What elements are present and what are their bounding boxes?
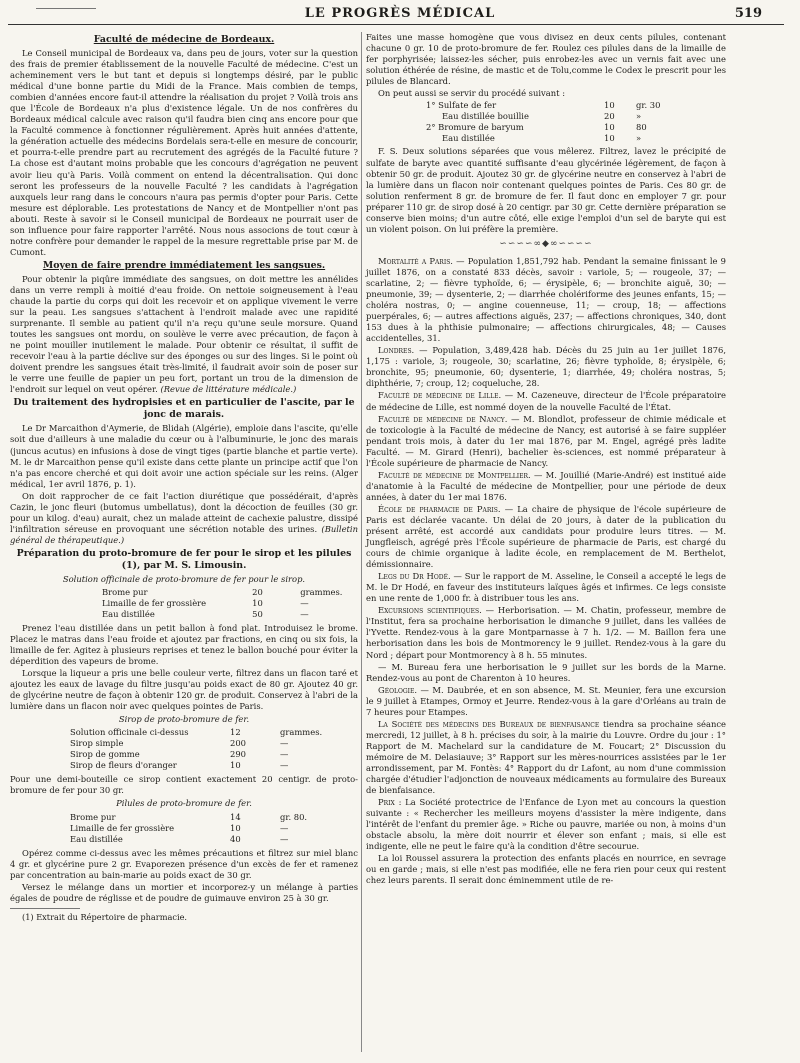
recipe-row [10, 834, 358, 845]
news-text: — M. Cazeneuve, directeur de l'École préparatoire de médecine de Lille, est nommé doyen de la nouvelle Faculté de l'État. [366, 390, 726, 412]
ingredient-name: Eau distillée [70, 833, 123, 844]
ingredient-qty: 12 [230, 727, 241, 738]
ingredient-name: Sirop de gomme [70, 749, 140, 760]
news-lead: Prix : [378, 797, 402, 808]
ingredient-qty: 10 [230, 760, 241, 771]
journal-title: LE PROGRÈS MÉDICAL [304, 6, 496, 21]
news-item-mortalite [366, 256, 726, 344]
ingredient-unit: — [280, 822, 289, 833]
article-title-sangsues: Moyen de faire prendre immédiatement les sangsues. [42, 259, 326, 271]
news-item-prix-2: La loi Roussel assurera la protection des enfants placés en nourrice, en sevrage ou en garde ; mais, si elle n'est pas modifiée, elle ne fera rien pour ceux qui restent chez leurs parents. Il serait donc éminemment utile de re- [366, 853, 726, 886]
ingredient-name: Eau distillée [102, 608, 155, 619]
ingredient-qty: 10 [604, 100, 615, 111]
article-paragraph: On peut aussi se servir du procédé suivant : [378, 88, 566, 99]
article-paragraph: Versez le mélange dans un mortier et incorporez-y un mélange à parties égales de poudre de réglisse et de poudre de guimauve environ 25 à 30 gr. [10, 881, 358, 903]
ingredient-unit: 80 [636, 122, 647, 133]
ingredient-unit: — [280, 833, 289, 844]
recipe-table-pilules [10, 812, 358, 845]
ingredient-name: Eau distillée bouillie [442, 111, 529, 122]
article-title-hydropisies: Du traitement des hydropisies et en particulier de l'ascite, par le jonc de marais. [13, 397, 355, 421]
news-text: — Herborisation. — M. Chatin, professeur, membre de l'Institut, fera sa prochaine herborisation le dimanche 9 juillet, dans les vallées de l'Yvette. Rendez-vous à la gare Montparnasse à 7 h. 1/2. — M. Baillon fera une herborisation dans les bois de Montmorency le 9 juillet. Rendez-vous à la gare du Nord ; départ pour Montmorency à 8 h. 55 minutes. [366, 605, 727, 660]
article-paragraph [10, 274, 358, 396]
news-item-excursions [366, 605, 726, 660]
news-lead: Mortalité a Paris. [378, 255, 453, 266]
column-divider [361, 32, 362, 1052]
news-text: La Société protectrice de l'Enfance de Lyon met au concours la question suivante : « Rechercher les meilleurs moyens d'assister la mère indigente, dans l'intérêt de l'enfant du premier âge. » Riche ou pauvre, mariée ou non, à moins d'un obstacle absolu, la mère doit nourrir et élever son enfant ; mais, si elle est indigente, elle ne peut le faire qu'à la condition d'être secourue. [366, 797, 727, 852]
ingredient-unit: grammes. [280, 727, 323, 738]
ingredient-qty: 10 [230, 822, 241, 833]
recipe-row [10, 749, 358, 760]
news-item-nancy [366, 414, 726, 469]
news-text: — La chaire de physique de l'école supérieure de Paris est déclarée vacante. Un délai de 20 jours, à dater de la publication du présent arrêté, est accordé aux candidats pour produire leurs titres. — M. Jungfleisch, agrégé près l'École supérieure de pharmacie de Paris, est chargé du cours de chimie organique à ladite école, en remplacement de M. Berthelot, démissionnaire. [366, 503, 726, 570]
news-item-lille [366, 390, 726, 412]
news-lead: Excursions scientifiques. [378, 605, 482, 616]
news-lead: Faculté de médecine de Montpellier. [378, 469, 531, 480]
ingredient-unit: — [280, 749, 289, 760]
news-text: — Population, 3,489,428 hab. Décès du 25 juin au 1er juillet 1876, 1,175 : variole, 3; rougeole, 30; scarlatine, 26; fièvre typhoïde, 8; érysipèle, 6; bronchite, 95; pneumonie, 60; dysenterie, 1; diarrhée, 49; choléra nostras, 5; diphthérie, 7; croup, 12; coqueluche, 28. [366, 345, 726, 389]
recipe-row [10, 812, 358, 823]
paragraph-text: On doit rapprocher de ce fait l'action diurétique que possédérait, d'après Cazin, le jonc fleuri (butomus umbellatus), dont la décoction de feuilles (30 gr. pour un kilog. d'eau) aurait, chez un malade atteint de cachexie palustre, dissipé l'infiltration séreuse en provoquant une sécrétion notable des urines. [10, 490, 358, 534]
formula-row [426, 111, 726, 122]
ingredient-name: Brome pur [70, 811, 116, 822]
ingredient-unit: » [636, 133, 642, 144]
recipe-subtitle: Pilules de proto-bromure de fer. [116, 798, 252, 809]
recipe-table-sirop [10, 727, 358, 771]
formula-row [426, 100, 726, 111]
news-text: — M. Blondlot, professeur de chimie médicale et de toxicologie à la Faculté de médecine de Nancy, est autorisé à se faire suppléer pendant trois mois, à dater du 1er mai 1876, par M. Engel, agrégé près ladite Faculté. — M. Girard (Henri), bachelier ès-sciences, est nommé préparateur à l'École supérieure de pharmacie de Nancy. [366, 413, 726, 468]
news-item-excursions-2: — M. Bureau fera une herborisation le 9 juillet sur les bords de la Marne. Rendez-vous au pont de Charenton à 10 heures. [366, 661, 726, 683]
ingredient-unit: gr. 30 [636, 100, 661, 111]
formula-table [426, 100, 726, 144]
news-lead: Faculté de médecine de Lille. [378, 390, 502, 401]
news-lead: École de pharmacie de Paris. [378, 503, 501, 514]
footnote: (1) Extrait du Répertoire de pharmacie. [22, 911, 188, 922]
article-paragraph: Lorsque la liqueur a pris une belle couleur verte, filtrez dans un flacon taré et ajoutez les eaux de lavage du filtre jusqu'au poids exact de 80 gr. Ajoutez 40 gr. de glycérine neutre de façon à obtenir 120 gr. de produit. Conservez à l'abri de la lumière dans un flacon noir avec quelques pointes de Paris. [10, 668, 358, 712]
formula-row [426, 122, 726, 133]
ingredient-qty: 10 [252, 597, 263, 608]
page-header [0, 0, 800, 30]
recipe-subtitle: Solution officinale de proto-bromure de fer pour le sirop. [62, 573, 306, 584]
recipe-row [10, 609, 358, 620]
header-rule [8, 24, 784, 25]
ingredient-unit: — [280, 738, 289, 749]
article-paragraph: Opérez comme ci-dessus avec les mêmes précautions et filtrez sur miel blanc 4 gr. et glycérine pure 2 gr. Evaporezen présence d'un excès de fer et ramenez par concentration au bain-marie au poids exact de 30 gr. [10, 847, 358, 880]
ingredient-name: Sirop simple [70, 738, 124, 749]
news-item-prix [366, 797, 726, 852]
formula-row [426, 133, 726, 144]
right-column [366, 32, 726, 888]
ingredient-qty: 10 [604, 122, 615, 133]
ingredient-qty: 200 [230, 738, 246, 749]
article-paragraph: Le Conseil municipal de Bordeaux va, dans peu de jours, voter sur la question des frais de premier établissement de la nouvelle Faculté de médecine. C'est un acheminement vers le but tant et depuis si longtemps désiré, par le public médical d'une bonne partie du Midi de la France. Mais combien de temps, combien d'années encore faut-il attendre la réalisation du projet ? Voilà trois ans que l'École de Bordeaux n'a plus d'existence légale. Un de nos confrères du Bordeaux médical calcule avec raison qu'il faudra bien cinq ans encore pour que la Faculté commence à fonctionner régulièrement. Après huit années d'attente, la génération actuelle des médecins Bordelais sera-t-elle en mesure de concourir, et pourra-t-elle prendre part au recrutement des agrégés de la Faculté future ? La chose est d'autant moins probable que les concours d'agrégation ne peuvent avoir lieu qu'à Paris. Voilà comment on entend la décentralisation. Qui donc seront les professeurs de la nouvelle Faculté ? les candidats à l'agrégation auxquels leur rang dans le concours n'aura pas permis d'opter pour Paris. Cette mesure est déplorable. Les protestations de Nancy et de Montpellier n'ont pas abouti. Reste à savoir si le Conseil municipal de Bordeaux ne pourrait user de son influence pour faire rapporter l'arrêté. Nous nous associons de tout cœur à notre confrère pour demander le rappel de la mesure regrettable prise par M. de Cumont. [10, 48, 358, 257]
article-paragraph [10, 491, 358, 546]
news-text: — Population 1,851,792 hab. Pendant la semaine finissant le 9 juillet 1876, on a constaté 833 décès, savoir : variole, 5; — rougeole, 37; — scarlatine, 2; — fièvre typhoïde, 6; — érysipèle, 6; — bronchite aiguë, 30; — pneumonie, 39; — dysenterie, 2; — diarrhée cholériforme des jeunes enfants, 15; — choléra nostras, 0; — angine couenneuse, 11; — croup, 18; — affections puerpérales, 6; — autres affections aiguës, 237; — affections chroniques, 340, dont 153 dues à la phthisie pulmonaire; — affections chirurgicales, 48; — Causes accidentelles, 31. [366, 255, 727, 344]
news-item-montpellier [366, 470, 726, 503]
source-citation: (Bulletin général de thérapeutique.) [10, 523, 358, 545]
ingredient-qty: 40 [230, 833, 241, 844]
ingredient-qty: 20 [604, 111, 615, 122]
ingredient-name: Limaille de fer grossière [70, 822, 175, 833]
recipe-subtitle: Sirop de proto-bromure de fer. [118, 714, 250, 725]
page-number: 519 [734, 6, 762, 21]
recipe-row [10, 587, 358, 598]
section-ornament: ∽∽∽∽∞◆∞∽∽∽∽ [499, 238, 593, 249]
article-paragraph: Le Dr Marcaithon d'Aymerie, de Blidah (Algérie), emploie dans l'ascite, qu'elle soit due d'ailleurs à une maladie du cœur ou à l'albuminurie, le jonc des marais (juncus acutus) en infusions à dose de vingt tiges (partie blanche et partie verte). M. le dr Marcaithon pense qu'il existe dans cette plante un principe actif que l'on n'a pas encore cherché et qui doit avoir une action spéciale sur les reins. (Alger médical, 1er avril 1876, p. 1). [10, 423, 358, 489]
ingredient-qty: 50 [252, 608, 263, 619]
news-item-londres [366, 345, 726, 389]
recipe-row [10, 727, 358, 738]
ingredient-name: Sirop de fleurs d'oranger [70, 760, 177, 771]
footnote-separator [10, 908, 80, 909]
recipe-row [10, 598, 358, 609]
article-title-faculte-bordeaux: Faculté de médecine de Bordeaux. [93, 34, 275, 45]
ingredient-name: Limaille de fer grossière [102, 597, 207, 608]
ingredient-qty: 14 [230, 811, 241, 822]
ingredient-unit: » [636, 111, 642, 122]
article-paragraph: Faites une masse homogène que vous divisez en deux cents pilules, contenant chacune 0 gr. 10 de proto-bromure de fer. Roulez ces pilules dans de la limaille de fer porphyrisée; laissez-les sécher, puis enrobez-les avec un vernis fait avec une solution éthérée de résine, de mastic et de Tolu,comme le Codex le prescrit pour les pilules de Blancard. [366, 32, 726, 87]
ingredient-name: 2° Bromure de baryum [426, 122, 524, 133]
news-lead: La Société des médecins des Bureaux de bienfaisance [378, 718, 600, 729]
news-text: — M. Daubrée, et en son absence, M. St. Meunier, fera une excursion le 9 juillet à Etampes, Ormoy et Jeurre. Rendez-vous à la gare d'Orléans au train de 7 heures pour Etampes. [366, 684, 726, 717]
ingredient-name: Solution officinale ci-dessus [70, 727, 189, 738]
left-column [10, 32, 358, 924]
news-lead: Legs du Dr Hodé. [378, 571, 451, 582]
news-lead: Londres. [378, 345, 415, 356]
news-lead: Faculté de médecine de Nancy. [378, 413, 508, 424]
news-item-geologie [366, 685, 726, 718]
news-item-societe [366, 719, 726, 796]
ingredient-unit: — [280, 760, 289, 771]
source-citation: (Revue de littérature médicale.) [160, 384, 297, 395]
ingredient-name: 1° Sulfate de fer [426, 100, 497, 111]
news-text: — Sur le rapport de M. Asseline, le Conseil a accepté le legs de M. le Dr Hodé, en faveur des instituteurs laïques âgés et infirmes. Ce legs consiste en une rente de 1,000 fr. à distribuer tous les ans. [366, 571, 726, 604]
ingredient-unit: — [300, 597, 309, 608]
recipe-table-solution [10, 587, 358, 620]
article-title-preparation: Préparation du proto-bromure de fer pour le sirop et les pilules (1), par M. S. Limousin. [16, 547, 352, 571]
ingredient-name: Brome pur [102, 586, 148, 597]
news-item-ecole-pharmacie [366, 504, 726, 570]
ingredient-qty: 10 [604, 133, 615, 144]
recipe-row [10, 738, 358, 749]
news-lead: Géologie. [378, 684, 418, 695]
news-text: — M. Jouillié (Marie-André) est institué aide d'anatomie à la Faculté de médecine de Montpellier, pour une période de deux années, à dater du 1er mai 1876. [366, 469, 726, 502]
ingredient-name: Eau distillée [442, 133, 495, 144]
ingredient-qty: 20 [252, 586, 263, 597]
news-item-legs [366, 571, 726, 604]
ingredient-unit: grammes. [300, 586, 343, 597]
paragraph-text: Pour obtenir la piqûre immédiate des sangsues, on doit mettre les annélides dans un verre rempli à moitié d'eau froide. On nettoie soigneusement à l'eau chaude la partie du corps qui doit les recevoir et on applique vivement le verre sur la peau. Les sangsues s'attachent à l'endroit malade avec une rapidité surprenante. Il semble au patient qu'il n'a reçu qu'une seule morsure. Quand toutes les sangsues ont mordu, on soulève le verre avec précaution, de façon à ne point mouiller inutilement le malade. Pour obtenir ce résultat, il suffit de recevoir l'eau à la partie déclive sur des éponges ou sur des linges. Si le point où doivent prendre les sangsues était très-limité, il faudrait avoir soin de poser sur le verre une feuille de papier un peu fort, portant un trou de la dimension de l'endroit sur lequel on veut opérer. [10, 273, 358, 395]
article-paragraph: Pour une demi-bouteille ce sirop contient exactement 20 centigr. de proto-bromure de fer pour 30 gr. [10, 774, 358, 796]
ingredient-unit: — [300, 608, 309, 619]
article-paragraph: Prenez l'eau distillée dans un petit ballon à fond plat. Introduisez le brome. Placez le matras dans l'eau froide et ajoutez par fractions, en cinq ou six fois, la limaille de fer. Agitez à plusieurs reprises et tenez le ballon bouché pour éviter la déperdition des vapeurs de brome. [10, 622, 358, 667]
ingredient-unit: gr. 80. [280, 811, 308, 822]
recipe-row [10, 823, 358, 834]
news-text: tiendra sa prochaine séance mercredi, 12 juillet, à 8 h. précises du soir, à la mairie du Louvre. Ordre du jour : 1° Rapport de M. Machelard sur la candidature de M. Foucart; 2° Discussion du mémoire de M. Delasiauve; 3° Rapport sur les mères-nourrices assistées par le 1er arrondissement, par M. Fontès: 4° Rapport du dr Lafont, au nom d'une commission chargée d'étudier l'adjonction de nouveaux médicaments au formulaire des Bureaux de bienfaisance. [366, 718, 726, 796]
article-paragraph: F. S. Deux solutions séparées que vous mêlerez. Filtrez, lavez le précipité de sulfate de baryte avec quantité suffisante d'eau glycérinée légèrement, de façon à obtenir 50 gr. de produit. Ajoutez 30 gr. de glycérine neutre en conservez à l'abri de la lumière dans un flacon noir contenant quelques pointes de Paris. Ces 80 gr. de solution renferment 8 gr. de bromure de fer. Il faut donc en employer 7 gr. pour préparer 110 gr. de sirop dosé à 20 centigr. par 30 gr. Cette dernière préparation se conserve bien moins; d'un autre côté, elle exige l'emploi d'un sel de baryte qui est un violent poison. On lui préfère la première. [366, 146, 726, 234]
ingredient-qty: 290 [230, 749, 246, 760]
recipe-row [10, 760, 358, 771]
